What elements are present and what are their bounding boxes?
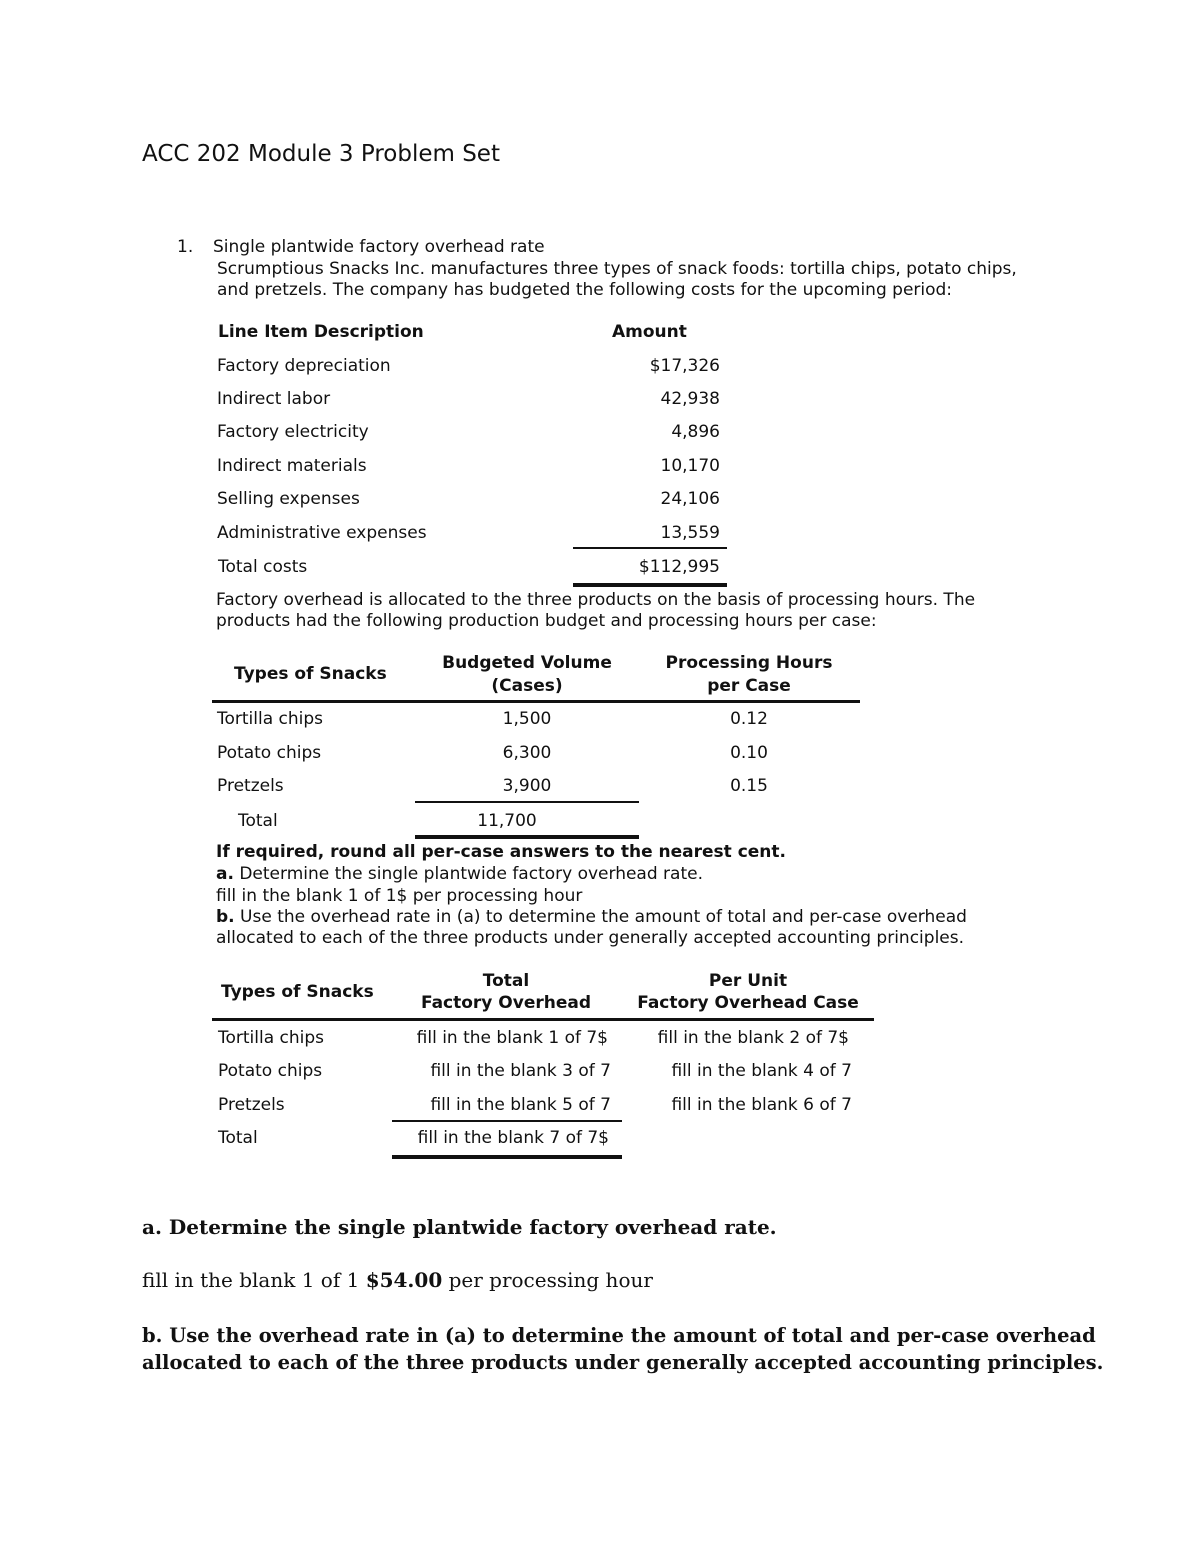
overhead-header-total-sub: Factory Overhead [420, 993, 592, 1013]
cost-row-amount: 13,559 [660, 523, 720, 543]
production-row-type: Tortilla chips [217, 709, 324, 729]
production-row-volume: 6,300 [502, 743, 552, 763]
overhead-header-rule [212, 1018, 874, 1021]
overhead-header-total: Total [482, 971, 530, 991]
part-a-instruction [216, 864, 703, 885]
part-b-text: Use the overhead rate in (a) to determine the amount of total and per-case overhead [240, 907, 967, 927]
production-header-volume-sub: (Cases) [491, 676, 563, 696]
overhead-per-unit-blank[interactable]: fill in the blank 6 of 7 [671, 1095, 852, 1115]
answer-b-heading-line-1: b. Use the overhead rate in (a) to determine the amount of total and per-case overhead [142, 1324, 1096, 1347]
cost-row-label: Selling expenses [217, 489, 360, 509]
cost-row-label: Factory electricity [217, 422, 369, 442]
problem-heading: Single plantwide factory overhead rate [213, 237, 545, 257]
answer-a-value[interactable]: $54.00 [365, 1268, 443, 1292]
production-header-hours-sub: per Case [707, 676, 791, 696]
cost-header-amount: Amount [612, 322, 687, 342]
overhead-total-blank[interactable]: fill in the blank 3 of 7 [430, 1061, 611, 1081]
production-row-volume: 1,500 [502, 709, 552, 729]
part-b-label: b. [216, 907, 235, 927]
intro-text-line-2: and pretzels. The company has budgeted the following costs for the upcoming period: [217, 280, 953, 300]
production-total-double-rule [415, 835, 639, 839]
cost-row-label: Indirect labor [217, 389, 331, 409]
cost-row-amount: $17,326 [649, 356, 720, 376]
problem-number: 1. [177, 237, 194, 257]
cost-row-amount: 10,170 [660, 456, 720, 476]
answer-a-suffix: per processing hour [448, 1268, 653, 1292]
overhead-header-type: Types of Snacks [221, 982, 374, 1002]
cost-total-amount: $112,995 [638, 557, 720, 577]
production-total-label: Total [238, 811, 278, 831]
allocation-text-line-2: products had the following production budget and processing hours per case: [216, 611, 877, 631]
answer-a-line [142, 1268, 653, 1292]
page-title: ACC 202 Module 3 Problem Set [142, 141, 500, 167]
overhead-total-double-rule [392, 1155, 622, 1159]
part-b-instruction [216, 907, 967, 928]
cost-total-double-rule [573, 583, 727, 587]
cost-subtotal-rule [573, 547, 727, 549]
production-header-type: Types of Snacks [234, 664, 387, 684]
overhead-row-type: Tortilla chips [218, 1028, 325, 1048]
production-row-type: Potato chips [217, 743, 322, 763]
production-row-volume: 3,900 [502, 776, 552, 796]
answer-a-prefix: fill in the blank 1 of 1 [142, 1268, 360, 1292]
overhead-per-unit-blank[interactable]: fill in the blank 4 of 7 [671, 1061, 852, 1081]
answer-b-heading-line-2: allocated to each of the three products under generally accepted accounting principles. [142, 1351, 1104, 1374]
part-b-text-line-2: allocated to each of the three products under generally accepted accounting principles. [216, 928, 965, 948]
overhead-per-unit-blank[interactable]: fill in the blank 2 of 7$ [657, 1028, 849, 1048]
part-a-label: a. [216, 864, 234, 884]
production-total-volume: 11,700 [477, 811, 537, 831]
overhead-total-label: Total [218, 1128, 258, 1148]
cost-row-amount: 42,938 [660, 389, 720, 409]
production-header-volume: Budgeted Volume [442, 653, 612, 673]
cost-row-label: Indirect materials [217, 456, 367, 476]
cost-row-label: Administrative expenses [217, 523, 427, 543]
production-row-hours: 0.10 [730, 743, 768, 763]
overhead-total-sum-blank[interactable]: fill in the blank 7 of 7$ [417, 1128, 609, 1148]
production-row-hours: 0.12 [730, 709, 768, 729]
rounding-instruction: If required, round all per-case answers to the nearest cent. [216, 842, 786, 862]
cost-row-amount: 4,896 [671, 422, 720, 442]
cost-total-label: Total costs [218, 557, 308, 577]
overhead-header-per-unit: Per Unit [708, 971, 788, 991]
overhead-row-type: Potato chips [218, 1061, 323, 1081]
overhead-header-per-unit-sub: Factory Overhead Case [637, 993, 859, 1013]
overhead-subtotal-rule [392, 1120, 622, 1122]
part-a-blank[interactable]: fill in the blank 1 of 1$ per processing hour [216, 886, 583, 906]
production-header-rule [212, 700, 860, 703]
answer-a-heading: a. Determine the single plantwide factory overhead rate. [142, 1215, 777, 1239]
cost-header-description: Line Item Description [218, 322, 424, 342]
allocation-text-line-1: Factory overhead is allocated to the three products on the basis of processing hours. The [216, 590, 976, 610]
production-subtotal-rule [415, 801, 639, 803]
overhead-row-type: Pretzels [218, 1095, 285, 1115]
production-row-hours: 0.15 [730, 776, 768, 796]
overhead-total-blank[interactable]: fill in the blank 1 of 7$ [416, 1028, 608, 1048]
part-a-text: Determine the single plantwide factory overhead rate. [239, 864, 703, 884]
overhead-total-blank[interactable]: fill in the blank 5 of 7 [430, 1095, 611, 1115]
intro-text-line-1: Scrumptious Snacks Inc. manufactures three types of snack foods: tortilla chips, potato chips, [217, 259, 1017, 279]
production-header-hours: Processing Hours [665, 653, 833, 673]
cost-row-label: Factory depreciation [217, 356, 391, 376]
cost-row-amount: 24,106 [660, 489, 720, 509]
production-row-type: Pretzels [217, 776, 284, 796]
